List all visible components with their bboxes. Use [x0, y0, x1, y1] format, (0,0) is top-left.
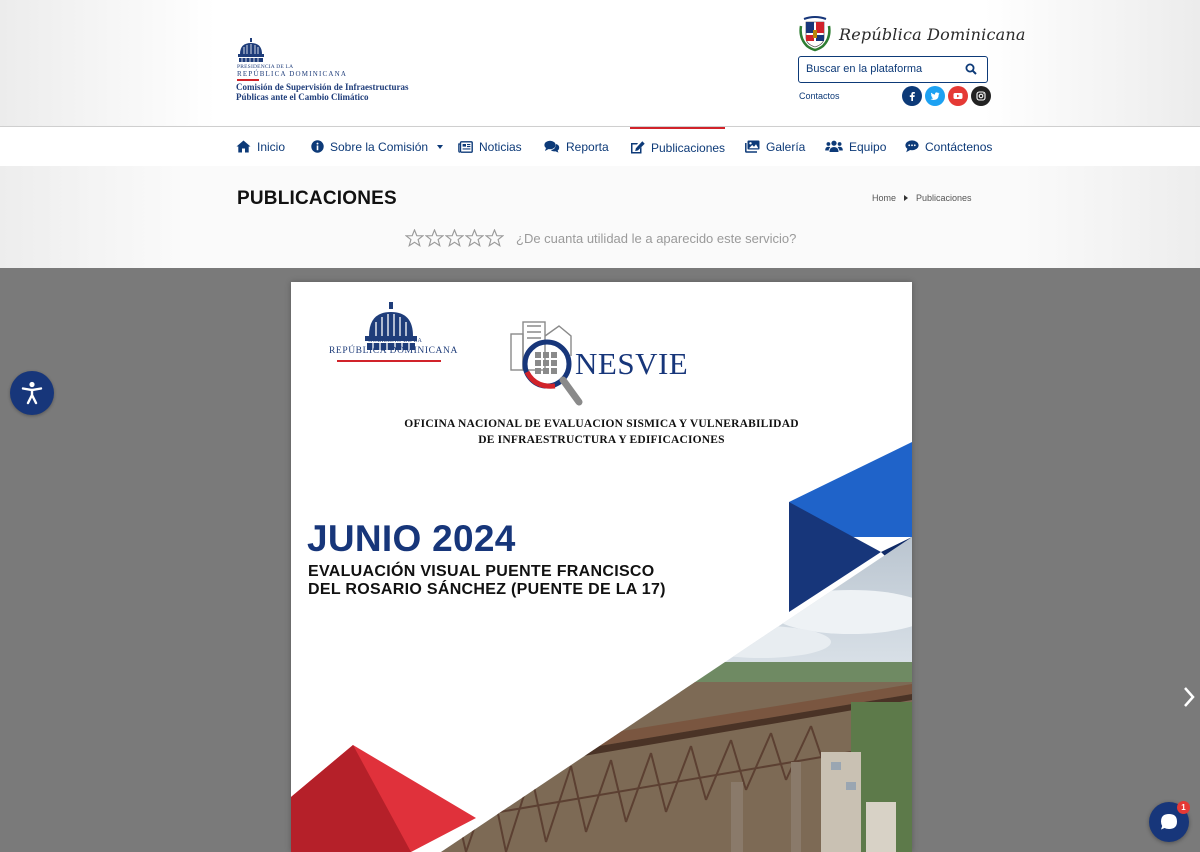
nav-label: Sobre la Comisión [330, 139, 429, 154]
page-title: PUBLICACIONES [237, 188, 397, 209]
edit-icon [630, 141, 645, 154]
nav-item-equipo[interactable] [825, 127, 886, 166]
contacts-link[interactable]: Contactos [799, 91, 840, 101]
commission-name-line1: Comisión de Supervisión de Infraestructuras [236, 82, 409, 92]
nav-label: Publicaciones [651, 140, 726, 155]
newspaper-icon [458, 141, 473, 153]
nav-item-noticias[interactable] [458, 127, 522, 166]
social-links [902, 86, 991, 106]
next-page-button[interactable] [1180, 684, 1198, 710]
users-icon [825, 140, 843, 153]
nav-label: Inicio [257, 139, 286, 154]
star-icon[interactable] [405, 229, 424, 247]
accessibility-button[interactable] [10, 371, 54, 415]
rating-widget [405, 229, 796, 247]
star-icon[interactable] [425, 229, 444, 247]
site-header [0, 0, 1200, 126]
twitter-icon[interactable] [925, 86, 945, 106]
main-navigation [0, 126, 1200, 166]
office-name-line2: DE INFRAESTRUCTURA Y EDIFICACIONES [478, 434, 725, 446]
gobierno-label: GOBIERNO DE LA [368, 338, 423, 344]
government-brand[interactable] [798, 16, 1026, 52]
search-input[interactable] [806, 61, 956, 77]
nav-label: Equipo [849, 139, 887, 154]
nav-label: Reporta [566, 139, 609, 154]
nav-item-publicaciones[interactable] [630, 127, 725, 166]
home-icon [236, 140, 251, 153]
chat-notification-badge: 1 [1177, 801, 1190, 814]
star-icon[interactable] [445, 229, 464, 247]
commission-name-line2: Públicas ante el Cambio Climático [236, 92, 369, 102]
rating-question: ¿De cuanta utilidad le a aparecido este servicio? [516, 230, 797, 246]
youtube-icon[interactable] [948, 86, 968, 106]
page-header [0, 166, 1200, 268]
office-name-line1: OFICINA NACIONAL DE EVALUACION SISMICA Y VULNERABILIDAD [404, 418, 799, 430]
breadcrumb-separator-icon [904, 195, 908, 201]
accessibility-icon [21, 381, 43, 405]
presidency-label: PRESIDENCIA DE LA [237, 64, 294, 70]
nav-item-inicio[interactable] [236, 127, 285, 166]
breadcrumb-current: Publicaciones [916, 193, 972, 203]
document-page[interactable] [291, 282, 912, 852]
comments-icon [544, 140, 560, 153]
nav-item-galeria[interactable] [744, 127, 805, 166]
facebook-icon[interactable] [902, 86, 922, 106]
document-subtitle-line2: DEL ROSARIO SÁNCHEZ (PUENTE DE LA 17) [308, 581, 666, 598]
star-icon[interactable] [485, 229, 504, 247]
office-name [291, 416, 912, 448]
document-viewer[interactable] [0, 268, 1200, 852]
nav-label: Noticias [479, 139, 522, 154]
breadcrumb-home[interactable]: Home [872, 193, 897, 203]
gobierno-logo-icon [329, 290, 453, 370]
presidency-country-label: REPÚBLICA DOMINICANA [237, 70, 348, 78]
document-subtitle [308, 563, 666, 599]
dome-logo-icon [236, 38, 266, 64]
chat-bubble-icon [1159, 812, 1179, 832]
nav-item-sobre-la-comision[interactable] [311, 127, 443, 166]
nav-item-reporta[interactable] [544, 127, 609, 166]
images-icon [744, 140, 760, 153]
chevron-right-icon [1183, 686, 1195, 708]
commission-name [236, 82, 409, 102]
nav-item-contactenos[interactable] [905, 127, 992, 166]
instagram-icon[interactable] [971, 86, 991, 106]
onesvie-brand: NESVIE [575, 346, 689, 381]
nav-label: Contáctenos [925, 139, 993, 154]
star-icon[interactable] [465, 229, 484, 247]
nav-label: Galería [766, 139, 806, 154]
coat-of-arms-icon [798, 16, 832, 52]
gobierno-country-label: REPÚBLICA DOMINICANA [329, 346, 458, 356]
document-date: JUNIO 2024 [307, 518, 516, 559]
breadcrumb [872, 193, 972, 203]
search-box[interactable] [798, 56, 988, 83]
document-subtitle-line1: EVALUACIÓN VISUAL PUENTE FRANCISCO [308, 563, 655, 580]
comment-icon [905, 140, 919, 153]
search-icon[interactable] [965, 63, 977, 75]
government-name: República Dominicana [839, 25, 1026, 44]
gobierno-divider [337, 360, 441, 362]
logo-divider [237, 79, 259, 81]
info-icon [311, 140, 324, 153]
chevron-down-icon [437, 145, 443, 149]
